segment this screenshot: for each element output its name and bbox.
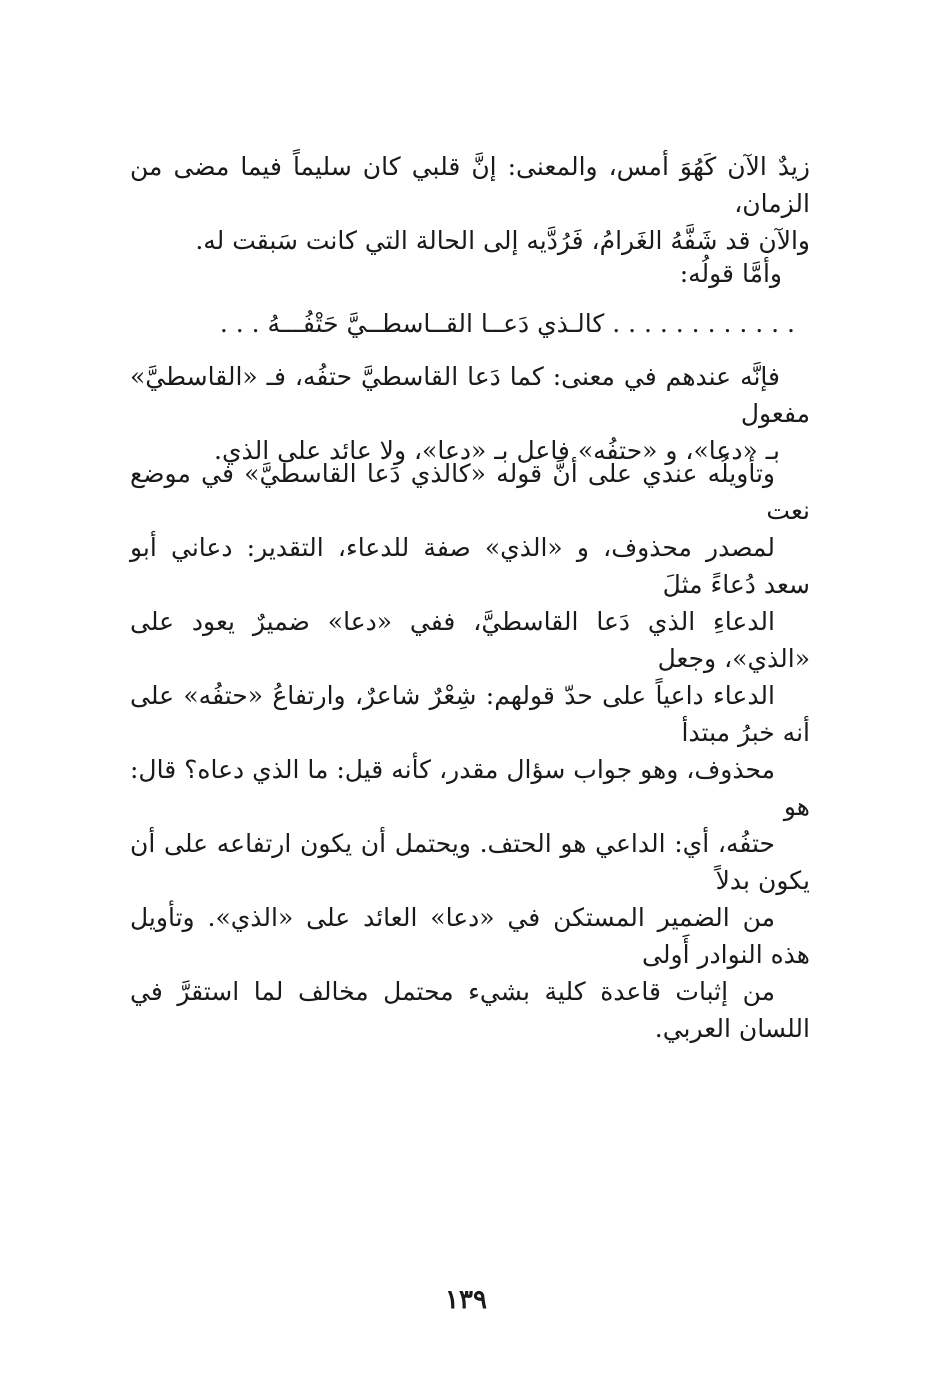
paragraph-line: فإنَّه عندهم في معنى: كما دَعا القاسطيَّ حتفُه، فـ «القاسطيَّ» مفعول [130, 362, 810, 428]
paragraph-line: وتأويلُه عندي على أنَّ قوله «كالذي دَعا القاسطيَّ» في موضع نعت [130, 459, 810, 525]
paragraph-line: من إثبات قاعدة كلية بشيء محتمل مخالف لما استقرَّ في اللسان العربي. [130, 977, 810, 1043]
paragraph-line: الدعاءِ الذي دَعا القاسطيَّ، ففي «دعا» ضميرٌ يعود على «الذي»، وجعل [130, 607, 810, 673]
paragraph-line: من الضمير المستكن في «دعا» العائد على «الذي». وتأويل هذه النوادر أَولى [130, 903, 810, 969]
verse-intro: وأمَّا قولُه: [679, 259, 782, 288]
paragraph-line: محذوف، وهو جواب سؤال مقدر، كأنه قيل: ما الذي دعاه؟ قال: هو [130, 755, 810, 821]
paragraph-1 [130, 148, 810, 259]
paragraph-line: الدعاء داعياً على حدّ قولهم: شِعْرٌ شاعرٌ، وارتفاعُ «حتفُه» على أنه خبرُ مبتدأ [130, 681, 810, 747]
paragraph-2 [130, 358, 810, 469]
paragraph-line: والآن قد شَفَّهُ الغَرامُ، فَرُدَّيه إلى الحالة التي كانت سَبقت له. [195, 226, 810, 255]
paragraph-3 [130, 455, 810, 1047]
poetry-verse: . . . . . . . . . . . . كالـذي دَعــا القــاسطــيَّ حَتْفُـــهُ . . . [219, 309, 795, 338]
paragraph-line: حتفُه، أي: الداعي هو الحتف. ويحتمل أن يكون ارتفاعه على أن يكون بدلاً [130, 829, 810, 895]
paragraph-line: زيدٌ الآن كَهُوَ أمس، والمعنى: إنَّ قلبي كان سليماً فيما مضى من الزمان، [130, 152, 810, 218]
page-number: ١٣٩ [445, 1285, 487, 1315]
paragraph-line: لمصدر محذوف، و «الذي» صفة للدعاء، التقدير: دعاني أبو سعد دُعاءً مثلَ [130, 533, 810, 599]
paragraph-line: بـ «دعا»، و «حتفُه» فاعل بـ «دعا»، ولا عائد على الذي. [214, 436, 780, 465]
